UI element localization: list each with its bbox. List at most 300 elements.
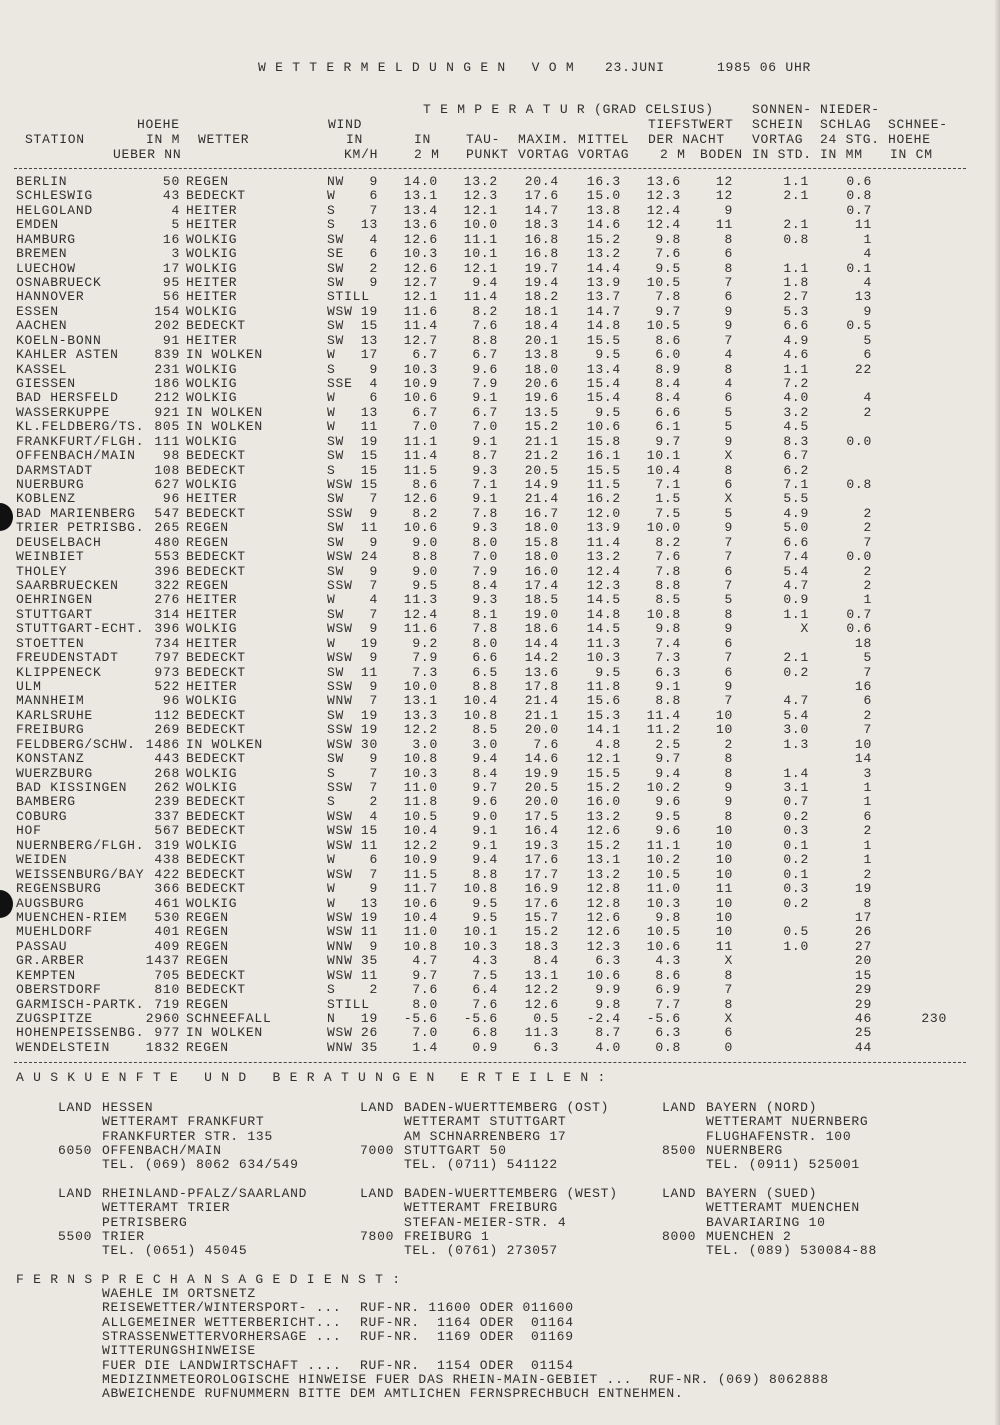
cell-station: KOBLENZ [16, 491, 76, 507]
cell-mean-temp: 11.5 [586, 477, 621, 493]
cell-altitude: 265 [154, 520, 180, 536]
cell-wind-direction: S [327, 202, 336, 218]
cell-altitude: 319 [154, 837, 180, 853]
cell-altitude: 269 [154, 722, 180, 738]
cell-min-temp-2m: 7.8 [655, 563, 681, 579]
cell-weather: WOLKIG [186, 477, 238, 493]
cell-max-temp: 21.4 [524, 491, 559, 507]
cell-precipitation: 1 [863, 794, 872, 810]
cell-temp-2m: 10.3 [403, 765, 438, 781]
cell-altitude: 98 [162, 448, 180, 464]
cell-temp-2m: 11.0 [403, 780, 438, 796]
contact-prefix: LAND [360, 1186, 395, 1201]
cell-min-temp-ground: 6 [724, 246, 733, 262]
cell-wind-speed: 35 [360, 953, 378, 969]
cell-temp-2m: 12.7 [403, 332, 438, 348]
cell-precipitation: 19 [854, 881, 872, 897]
service-label: WITTERUNGSHINWEISE [102, 1343, 256, 1359]
cell-weather: WOLKIG [186, 895, 238, 911]
cell-dew-point: 7.6 [472, 996, 498, 1012]
cell-max-temp: 16.8 [524, 246, 559, 262]
contact-line: WETTERAMT STUTTGART [404, 1114, 567, 1130]
header-tiefstwert: TIEFSTWERT [648, 117, 734, 132]
cell-altitude: 95 [162, 275, 180, 290]
cell-min-temp-2m: 10.8 [646, 606, 681, 622]
cell-temp-2m: 6.7 [412, 404, 438, 420]
cell-station: KAHLER ASTEN [16, 347, 119, 363]
header-wind-in: IN [346, 132, 364, 147]
contact-line: FLUGHAFENSTR. 100 [706, 1128, 852, 1144]
cell-temp-2m: 12.2 [403, 837, 438, 853]
cell-max-temp: 16.0 [524, 563, 559, 579]
cell-weather: BEDECKT [186, 967, 246, 983]
cell-station: ULM [16, 679, 42, 695]
cell-precipitation: 5 [863, 332, 872, 348]
cell-weather: IN WOLKEN [186, 419, 263, 435]
cell-wind-direction: W [327, 852, 336, 868]
cell-station: COBURG [16, 808, 68, 824]
cell-altitude: 396 [154, 563, 180, 579]
cell-sunshine: 0.1 [783, 837, 809, 853]
cell-dew-point: 6.7 [472, 347, 498, 363]
cell-wind-speed: 15 [360, 462, 378, 478]
cell-min-temp-ground: 6 [724, 1025, 733, 1041]
cell-min-temp-ground: 7 [724, 534, 733, 550]
cell-dew-point: 9.4 [472, 751, 498, 767]
cell-min-temp-2m: 10.1 [646, 448, 681, 464]
cell-sunshine: 4.7 [783, 578, 809, 594]
cell-sunshine: 1.4 [783, 765, 809, 781]
cell-altitude: 276 [154, 592, 180, 608]
cell-wind-speed: 7 [369, 866, 378, 882]
cell-min-temp-ground: 7 [724, 693, 733, 709]
cell-dew-point: 6.4 [472, 982, 498, 998]
cell-wind-speed: 15 [360, 448, 378, 464]
contact-line: AM SCHNARRENBERG 17 [404, 1128, 567, 1144]
cell-temp-2m: 10.4 [403, 909, 438, 925]
cell-max-temp: 21.1 [524, 707, 559, 723]
cell-max-temp: 16.7 [524, 505, 559, 521]
cell-temp-2m: 12.6 [403, 491, 438, 507]
cell-min-temp-2m: 6.6 [655, 404, 681, 420]
cell-mean-temp: 15.5 [586, 765, 621, 781]
cell-min-temp-2m: 11.2 [646, 722, 681, 738]
cell-precipitation: 0.5 [846, 318, 872, 334]
cell-min-temp-2m: 11.4 [646, 707, 681, 723]
cell-min-temp-ground: 10 [715, 895, 733, 911]
header-24-stg: 24 STG. [820, 132, 880, 147]
cell-wind-speed: 9 [369, 534, 378, 550]
cell-wind-speed: 13 [360, 895, 378, 911]
cell-max-temp: 17.6 [524, 188, 559, 204]
cell-sunshine: 4.9 [783, 332, 809, 348]
cell-precipitation: 14 [854, 751, 872, 767]
cell-max-temp: 17.5 [524, 808, 559, 824]
cell-weather: HEITER [186, 275, 238, 290]
cell-max-temp: 14.6 [524, 751, 559, 767]
cell-precipitation: 0.7 [846, 606, 872, 622]
cell-wind-speed: 6 [369, 852, 378, 868]
cell-sunshine: 7.1 [783, 477, 809, 493]
cell-mean-temp: 12.8 [586, 895, 621, 911]
cell-wind-speed: 35 [360, 1039, 378, 1055]
cell-station: MUEHLDORF [16, 924, 93, 940]
cell-sunshine: 4.5 [783, 419, 809, 435]
cell-min-temp-2m: 12.3 [646, 188, 681, 204]
medizin-line: MEDIZINMETEOROLOGISCHE HINWEISE FUER DAS RHEIN-MAIN-GEBIET ... RUF-NR. (069) 8062888 [102, 1372, 829, 1387]
cell-mean-temp: 14.8 [586, 318, 621, 334]
cell-sunshine: 5.3 [783, 303, 809, 319]
header-in-m: IN M [146, 132, 181, 147]
cell-min-temp-2m: 7.7 [655, 996, 681, 1012]
cell-weather: BEDECKT [186, 794, 246, 810]
cell-mean-temp: 15.4 [586, 390, 621, 406]
cell-precipitation: 4 [863, 246, 872, 262]
cell-max-temp: 21.1 [524, 433, 559, 449]
cell-precipitation: 2 [863, 823, 872, 839]
cell-min-temp-2m: 9.5 [655, 260, 681, 276]
cell-station: STUTTGART-ECHT. [16, 621, 145, 637]
cell-weather: BEDECKT [186, 664, 246, 680]
cell-weather: WOLKIG [186, 246, 238, 262]
cell-altitude: 627 [154, 477, 180, 493]
header-schnee-hoehe: HOEHE [888, 132, 931, 147]
cell-min-temp-ground: 12 [715, 188, 733, 204]
cell-mean-temp: 4.8 [595, 736, 621, 752]
contact-prefix: 5500 [58, 1228, 93, 1244]
cell-weather: REGEN [186, 953, 229, 969]
cell-mean-temp: 15.5 [586, 332, 621, 348]
cell-mean-temp: 4.0 [595, 1039, 621, 1055]
cell-sunshine: 5.4 [783, 707, 809, 723]
cell-min-temp-2m: 9.6 [655, 794, 681, 810]
cell-station: SCHLESWIG [16, 188, 93, 204]
cell-dew-point: 0.9 [472, 1039, 498, 1055]
cell-temp-2m: 10.3 [403, 361, 438, 377]
cell-sunshine: 1.1 [783, 361, 809, 377]
cell-max-temp: 17.6 [524, 852, 559, 868]
cell-precipitation: 29 [854, 982, 872, 998]
cell-dew-point: 4.3 [472, 953, 498, 969]
cell-min-temp-2m: 9.1 [655, 679, 681, 695]
cell-min-temp-ground: 7 [724, 650, 733, 666]
cell-max-temp: 19.6 [524, 390, 559, 406]
contact-line: TEL. (0761) 273057 [404, 1243, 558, 1259]
cell-sunshine: 4.7 [783, 693, 809, 709]
cell-temp-2m: 9.0 [412, 534, 438, 550]
cell-wind-speed: 4 [369, 808, 378, 824]
cell-mean-temp: 12.1 [586, 751, 621, 767]
cell-station: NUERBURG [16, 477, 85, 493]
cell-precipitation: 15 [854, 967, 872, 983]
cell-sunshine: 3.2 [783, 404, 809, 420]
cell-max-temp: 14.7 [524, 202, 559, 218]
cell-precipitation: 1 [863, 837, 872, 853]
cell-min-temp-ground: X [724, 1010, 733, 1026]
cell-altitude: 396 [154, 621, 180, 637]
cell-wind-direction: SW [327, 448, 345, 464]
cell-min-temp-2m: 9.4 [655, 765, 681, 781]
cell-min-temp-2m: 10.5 [646, 275, 681, 290]
cell-dew-point: 11.4 [463, 289, 498, 305]
contact-prefix: 6050 [58, 1142, 93, 1158]
cell-min-temp-2m: 10.5 [646, 318, 681, 334]
cell-min-temp-2m: 6.3 [655, 664, 681, 680]
cell-mean-temp: 15.5 [586, 462, 621, 478]
cell-altitude: 239 [154, 794, 180, 810]
cell-mean-temp: 12.6 [586, 823, 621, 839]
cell-sunshine: 5.5 [783, 491, 809, 507]
cell-max-temp: 20.0 [524, 794, 559, 810]
cell-dew-point: 6.5 [472, 664, 498, 680]
header-punkt: PUNKT [466, 147, 509, 162]
cell-sunshine: 4.9 [783, 505, 809, 521]
cell-altitude: 17 [162, 260, 180, 276]
contact-line: FREIBURG 1 [404, 1228, 490, 1244]
cell-temp-2m: 11.6 [403, 303, 438, 319]
cell-wind-direction: W [327, 347, 336, 363]
cell-wind-speed: 13 [360, 217, 378, 233]
cell-sunshine: 0.7 [783, 794, 809, 810]
cell-station: MUENCHEN-RIEM [16, 909, 128, 925]
cell-weather: BEDECKT [186, 881, 246, 897]
cell-altitude: 2960 [145, 1010, 180, 1026]
cell-temp-2m: 12.6 [403, 231, 438, 247]
cell-max-temp: 18.6 [524, 621, 559, 637]
cell-station: THOLEY [16, 563, 68, 579]
cell-wind-direction: WSW [327, 650, 353, 666]
cell-dew-point: 9.1 [472, 433, 498, 449]
cell-wind-direction: WSW [327, 621, 353, 637]
cell-altitude: 461 [154, 895, 180, 911]
cell-sunshine: 4.6 [783, 347, 809, 363]
cell-temp-2m: 10.9 [403, 852, 438, 868]
cell-sunshine: 0.3 [783, 823, 809, 839]
cell-altitude: 522 [154, 679, 180, 695]
cell-temp-2m: 12.6 [403, 260, 438, 276]
cell-mean-temp: 12.4 [586, 563, 621, 579]
cell-max-temp: 19.0 [524, 606, 559, 622]
cell-dew-point: 8.8 [472, 866, 498, 882]
cell-station: OBERSTDORF [16, 982, 102, 998]
cell-mean-temp: 12.6 [586, 924, 621, 940]
contact-line: TEL. (069) 8062 634/549 [102, 1157, 299, 1173]
header-mittel: MITTEL [578, 132, 630, 147]
cell-weather: BEDECKT [186, 852, 246, 868]
cell-max-temp: 0.5 [533, 1010, 559, 1026]
cell-sunshine: 3.1 [783, 780, 809, 796]
cell-weather: WOLKIG [186, 693, 238, 709]
punch-hole [0, 503, 13, 531]
cell-sunshine: 1.1 [783, 174, 809, 189]
cell-weather: HEITER [186, 217, 238, 233]
cell-station: GIESSEN [16, 376, 76, 392]
cell-precipitation: 2 [863, 866, 872, 882]
cell-weather: HEITER [186, 491, 238, 507]
service-label: ALLGEMEINER WETTERBERICHT... [102, 1314, 342, 1330]
service-number: RUF-NR. 1164 ODER 01164 [360, 1314, 574, 1330]
cell-weather: BEDECKT [186, 982, 246, 998]
cell-wind-direction: SSW [327, 505, 353, 521]
cell-station: HOF [16, 823, 42, 839]
cell-dew-point: 8.2 [472, 303, 498, 319]
cell-wind-direction: STILL [327, 996, 370, 1012]
cell-min-temp-2m: 9.6 [655, 823, 681, 839]
cell-altitude: 186 [154, 376, 180, 392]
cell-temp-2m: 8.6 [412, 477, 438, 493]
title-time: 1985 06 UHR [717, 60, 812, 75]
cell-mean-temp: 6.3 [595, 953, 621, 969]
cell-wind-direction: SW [327, 275, 345, 290]
cell-max-temp: 20.5 [524, 780, 559, 796]
cell-temp-2m: 12.2 [403, 722, 438, 738]
cell-min-temp-ground: 12 [715, 174, 733, 189]
cell-max-temp: 18.0 [524, 520, 559, 536]
contact-line: BAYERN (NORD) [706, 1100, 818, 1115]
cell-wind-speed: 9 [369, 361, 378, 377]
cell-dew-point: 8.0 [472, 635, 498, 651]
cell-max-temp: 19.3 [524, 837, 559, 853]
cell-weather: WOLKIG [186, 376, 238, 392]
cell-precipitation: 11 [854, 217, 872, 233]
cell-min-temp-2m: 10.2 [646, 852, 681, 868]
cell-max-temp: 6.3 [533, 1039, 559, 1055]
cell-min-temp-ground: 8 [724, 462, 733, 478]
cell-min-temp-ground: 9 [724, 520, 733, 536]
cell-mean-temp: 14.1 [586, 722, 621, 738]
cell-station: ZUGSPITZE [16, 1010, 93, 1026]
cell-wind-speed: 17 [360, 347, 378, 363]
cell-wind-speed: 13 [360, 404, 378, 420]
cell-wind-speed: 4 [369, 231, 378, 247]
cell-wind-direction: SW [327, 664, 345, 680]
cell-dew-point: 9.1 [472, 837, 498, 853]
header-hoehe: HOEHE [137, 117, 180, 132]
contact-line: HESSEN [102, 1100, 154, 1115]
cell-min-temp-ground: 7 [724, 578, 733, 594]
cell-station: GR.ARBER [16, 953, 85, 969]
cell-wind-direction: SSW [327, 578, 353, 594]
cell-dew-point: 9.1 [472, 390, 498, 406]
cell-max-temp: 15.2 [524, 419, 559, 435]
abweichend-line: ABWEICHENDE RUFNUMMERN BITTE DEM AMTLICHEN FERNSPRECHBUCH ENTNEHMEN. [102, 1386, 684, 1401]
title-text: W E T T E R M E L D U N G E N V O M [258, 60, 575, 75]
cell-min-temp-2m: 6.0 [655, 347, 681, 363]
cell-altitude: 111 [154, 433, 180, 449]
cell-wind-speed: 2 [369, 794, 378, 810]
cell-temp-2m: 12.4 [403, 606, 438, 622]
cell-altitude: 56 [162, 289, 180, 305]
cell-temp-2m: 11.1 [403, 433, 438, 449]
cell-altitude: 438 [154, 852, 180, 868]
header-in: IN [414, 132, 432, 147]
cell-temp-2m: 13.1 [403, 693, 438, 709]
cell-altitude: 96 [162, 693, 180, 709]
cell-wind-speed: 9 [369, 275, 378, 290]
cell-dew-point: 13.2 [463, 174, 498, 189]
cell-weather: REGEN [186, 909, 229, 925]
cell-mean-temp: 9.5 [595, 404, 621, 420]
cell-mean-temp: 15.2 [586, 231, 621, 247]
cell-wind-speed: 6 [369, 390, 378, 406]
cell-max-temp: 15.7 [524, 909, 559, 925]
cell-precipitation: 13 [854, 289, 872, 305]
cell-weather: REGEN [186, 1039, 229, 1055]
cell-mean-temp: 15.6 [586, 693, 621, 709]
cell-mean-temp: 11.3 [586, 635, 621, 651]
cell-precipitation: 6 [863, 693, 872, 709]
cell-weather: IN WOLKEN [186, 736, 263, 752]
punch-hole [0, 890, 13, 918]
cell-min-temp-ground: 8 [724, 996, 733, 1012]
cell-min-temp-ground: 4 [724, 347, 733, 363]
auskuenfte-heading: A U S K U E N F T E U N D B E R A T U N G E N E R T E I L E N : [16, 1070, 607, 1085]
cell-weather: BEDECKT [186, 505, 246, 521]
cell-min-temp-ground: 5 [724, 419, 733, 435]
cell-min-temp-ground: 9 [724, 679, 733, 695]
cell-dew-point: 7.8 [472, 621, 498, 637]
cell-weather: REGEN [186, 996, 229, 1012]
cell-dew-point: 12.3 [463, 188, 498, 204]
cell-station: WEINBIET [16, 549, 85, 565]
cell-precipitation: 1 [863, 231, 872, 247]
cell-dew-point: 3.0 [472, 736, 498, 752]
cell-dew-point: 8.7 [472, 448, 498, 464]
cell-weather: BEDECKT [186, 722, 246, 738]
cell-altitude: 547 [154, 505, 180, 521]
cell-precipitation: 10 [854, 736, 872, 752]
cell-precipitation: 16 [854, 679, 872, 695]
cell-mean-temp: 12.0 [586, 505, 621, 521]
cell-snow-depth: 230 [921, 1010, 947, 1026]
cell-station: OEHRINGEN [16, 592, 93, 608]
cell-station: BAD MARIENBERG [16, 505, 136, 521]
cell-weather: BEDECKT [186, 751, 246, 767]
cell-sunshine: 0.2 [783, 664, 809, 680]
cell-min-temp-ground: 5 [724, 505, 733, 521]
cell-min-temp-2m: -5.6 [646, 1010, 681, 1026]
cell-altitude: 314 [154, 606, 180, 622]
cell-sunshine: 2.1 [783, 188, 809, 204]
cell-temp-2m: 11.5 [403, 462, 438, 478]
cell-temp-2m: 7.3 [412, 664, 438, 680]
contact-line: WETTERAMT TRIER [102, 1200, 231, 1216]
cell-dew-point: 10.3 [463, 938, 498, 954]
cell-min-temp-ground: 10 [715, 866, 733, 882]
cell-mean-temp: 13.9 [586, 275, 621, 290]
cell-wind-speed: 7 [369, 693, 378, 709]
contact-line: MUENCHEN 2 [706, 1228, 792, 1244]
cell-weather: BEDECKT [186, 866, 246, 882]
cell-max-temp: 20.0 [524, 722, 559, 738]
cell-temp-2m: 4.7 [412, 953, 438, 969]
contact-prefix: LAND [662, 1186, 697, 1201]
cell-precipitation: 1 [863, 852, 872, 868]
cell-mean-temp: 13.9 [586, 520, 621, 536]
cell-station: FRANKFURT/FLGH. [16, 433, 145, 449]
cell-sunshine: 0.3 [783, 881, 809, 897]
cell-precipitation: 0.1 [846, 260, 872, 276]
cell-wind-speed: 9 [369, 751, 378, 767]
cell-station: DARMSTADT [16, 462, 93, 478]
cell-altitude: 91 [162, 332, 180, 348]
cell-station: OFFENBACH/MAIN [16, 448, 136, 464]
cell-mean-temp: 15.2 [586, 837, 621, 853]
contact-line: RHEINLAND-PFALZ/SAARLAND [102, 1186, 308, 1201]
cell-min-temp-ground: 7 [724, 549, 733, 565]
cell-station: NUERNBERG/FLGH. [16, 837, 145, 853]
cell-min-temp-ground: 9 [724, 318, 733, 334]
